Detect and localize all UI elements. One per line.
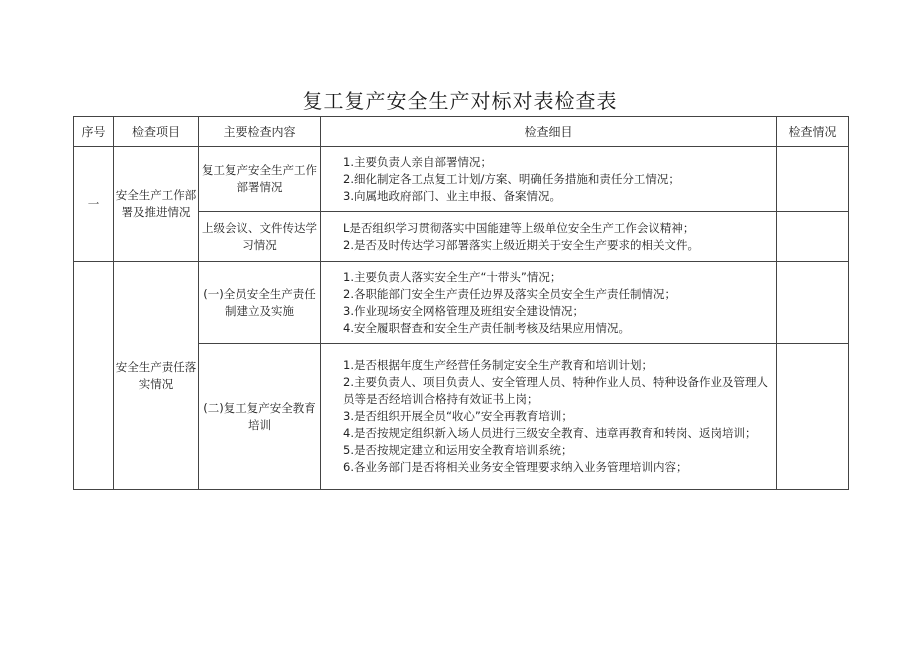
detail-cell: [321, 262, 777, 344]
status-cell[interactable]: [777, 262, 849, 344]
table-row: [74, 147, 849, 212]
detail-line: 1.主要负责人落实安全生产“十带头”情况；: [343, 269, 562, 284]
header-status: 检查情况: [777, 117, 849, 147]
status-cell[interactable]: [777, 344, 849, 490]
status-cell[interactable]: [777, 147, 849, 212]
header-item: 检查项目: [114, 117, 199, 147]
table-row: [74, 262, 849, 344]
header-content: 主要检查内容: [199, 117, 321, 147]
detail-line: 4.是否按规定组织新入场人员进行三级安全教育、违章再教育和转岗、返岗培训；: [343, 426, 757, 440]
content-cell: (一)全员安全生产责任制建立及实施: [199, 262, 321, 344]
detail-line: 2.各职能部门安全生产责任边界及落实全员安全生产责任制情况；: [343, 286, 676, 301]
item-cell: 安全生产责任落实情况: [114, 262, 199, 490]
detail-line: 4.安全履职督查和安全生产责任制考核及结果应用情况。: [343, 320, 630, 335]
seq-cell: 一: [74, 147, 114, 262]
item-cell: 安全生产工作部署及推进情况: [114, 147, 199, 262]
detail-line: 3.作业现场安全网格管理及班组安全建设情况；: [343, 303, 584, 318]
detail-line: 2.主要负责人、项目负责人、安全管理人员、特种作业人员、特种设备作业及管理人员等是否经培训合格持有效证书上岗；: [343, 375, 768, 406]
detail-cell: [321, 212, 777, 262]
detail-line: 3.向属地政府部门、业主申报、备案情况。: [343, 188, 561, 203]
header-seq: 序号: [74, 117, 114, 147]
detail-line: 1.主要负责人亲自部署情况；: [343, 154, 492, 169]
detail-line: 3.是否组织开展全员“收心”安全再教育培训；: [343, 409, 573, 423]
detail-cell: [321, 344, 777, 490]
document-title: 复工复产安全生产对标对表检查表: [302, 89, 618, 113]
detail-line: 6.各业务部门是否将相关业务安全管理要求纳入业务管理培训内容；: [343, 460, 688, 474]
content-cell: (二)复工复产安全教育培训: [199, 344, 321, 490]
detail-cell: [321, 147, 777, 212]
header-row: [74, 117, 849, 147]
seq-cell: [74, 262, 114, 490]
detail-line: 2.是否及时传达学习部署落实上级近期关于安全生产要求的相关文件。: [343, 237, 699, 252]
detail-line: 5.是否按规定建立和运用安全教育培训系统；: [343, 443, 573, 457]
header-detail: 检查细目: [321, 117, 777, 147]
content-cell: 复工复产安全生产工作部署情况: [199, 147, 321, 212]
detail-line: L是否组织学习贯彻落实中国能建等上级单位安全生产工作会议精神；: [343, 220, 695, 235]
content-cell: 上级会议、文件传达学习情况: [199, 212, 321, 262]
detail-line: 2.细化制定各工点复工计划/方案、明确任务措施和责任分工情况；: [343, 171, 680, 186]
detail-line: 1.是否根据年度生产经营任务制定安全生产教育和培训计划；: [343, 358, 653, 372]
status-cell[interactable]: [777, 212, 849, 262]
checklist-table: [73, 116, 849, 490]
